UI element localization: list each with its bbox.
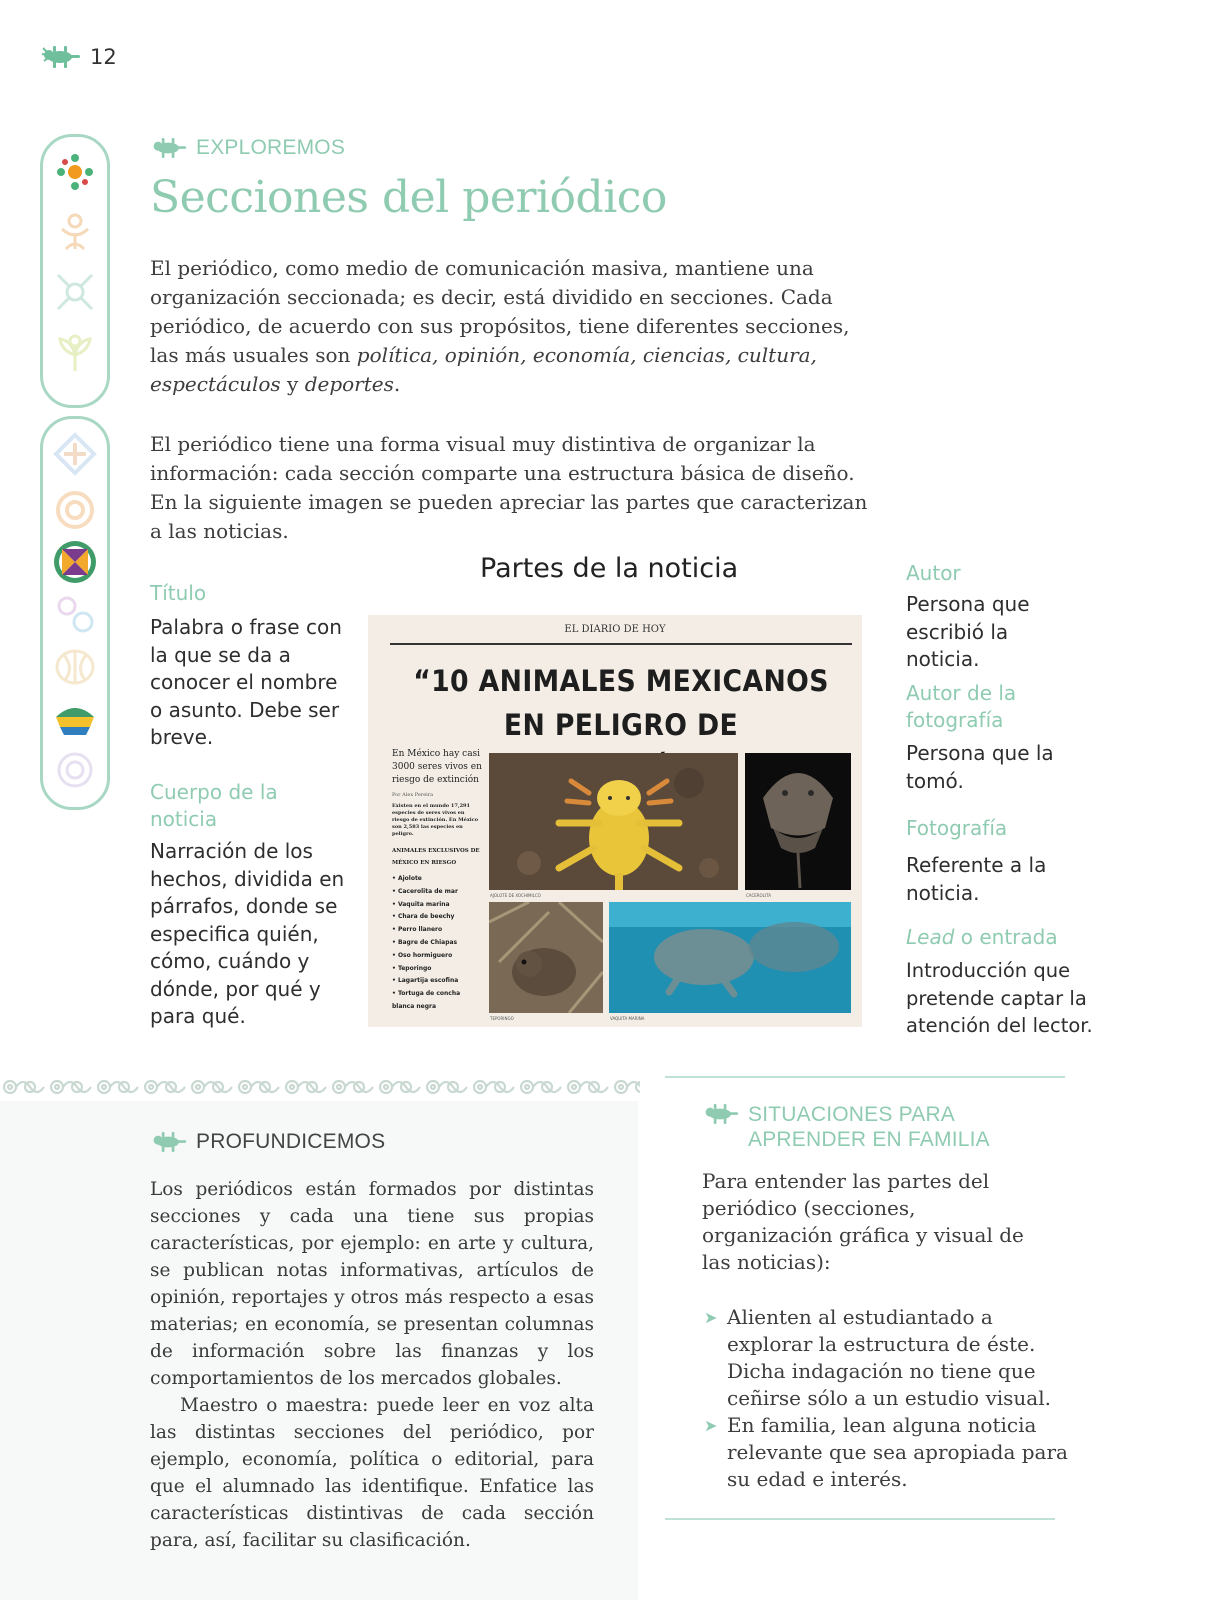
shell-icon	[52, 643, 98, 689]
newspaper-lead: En México hay casi 3000 seres vivos en riesgo de extinción	[392, 749, 482, 785]
section-label-deepen	[150, 1130, 385, 1154]
label-body-body: Narración de los hechos, dividida en párrafos, donde se especifica quién, cómo, cuándo y dónde, por qué y para qué.	[150, 839, 345, 1028]
family-activities-list	[702, 1304, 1072, 1493]
newspaper-headline: “10 ANIMALES MEXICANOS EN PELIGRO DE	[413, 664, 829, 742]
cross-icon	[52, 431, 98, 477]
text-run: .	[393, 372, 401, 396]
text-run: y	[280, 372, 305, 396]
link-icon	[52, 591, 98, 637]
label-photo-author-heading: Autor de la fotografía	[906, 681, 1017, 732]
photo-caption: AJOLOTE DE XOCHIMILCO	[490, 893, 541, 898]
label-body-heading: Cuerpo de la noticia	[150, 780, 278, 831]
newspaper-body: Existen en el mundo 17,291 especies de seres vivos en riesgo de extinción. En México son 2,583 las especies en peligro.	[392, 803, 479, 837]
manatee-photo	[609, 902, 851, 1013]
page-title: Secciones del periódico	[150, 172, 667, 223]
endangered-animal-list	[392, 873, 482, 1014]
label-author-heading: Autor	[906, 561, 961, 585]
axolotl-icon	[150, 1130, 188, 1154]
side-rail-top	[40, 134, 110, 408]
label-photo-body: Referente a la noticia.	[906, 853, 1047, 905]
deepen-paragraph: Maestro o maestra: puede leer en voz alta las distintas secciones del periódico, por ejemplo, economía, política o editorial, para que el alumnado las identifique. Enfatice las características distintivas de cada sección para, así, facilitar su clasificación.	[150, 1395, 594, 1551]
deepen-paragraph: Los periódicos están formados por distintas secciones y cada una tiene sus propias características, por ejemplo: en arte y cultura, se publican notas informativas, artículos de opinión, reportajes y otros más respecto a esas materias; en economía, se presentan columnas de información sobre las finanzas y los comportamientos de los mercados globales.	[150, 1179, 594, 1389]
italic-sections: política, opinión, economía, ciencias, cultura, espectáculos	[150, 343, 817, 396]
list-item: • Teporingo	[392, 963, 482, 976]
section-label-text: PROFUNDICEMOS	[196, 1130, 386, 1153]
list-item-text: Alienten al estudiantado a explorar la estructura de éste. Dicha indagación no tiene que ceñirse sólo a un estudio visual.	[727, 1305, 1051, 1410]
newspaper-illustration	[368, 615, 862, 1027]
rabbit-photo	[489, 902, 603, 1013]
photo-caption: VAQUITA MARINA	[610, 1016, 645, 1021]
axolotl-icon	[702, 1102, 740, 1126]
visual-organization-paragraph: El periódico tiene una forma visual muy distintiva de organizar la información: cada sección comparte una estructura básica de diseño. En la siguiente imagen se pueden apreciar las partes que caracterizan a las noticias.	[150, 432, 868, 543]
photo-caption: TEPORINGO	[490, 1016, 514, 1021]
photo-caption: CACEROLITA	[746, 893, 771, 898]
section-label-text: SITUACIONES PARA APRENDER EN FAMILIA	[748, 1103, 990, 1151]
masthead-rule	[390, 643, 852, 645]
axolotl-icon	[40, 44, 82, 70]
list-item: • Tortuga de concha blanca negra	[392, 988, 482, 1014]
label-title-body: Palabra o frase con la que se da a conocer el nombre o asunto. Debe ser breve.	[150, 615, 342, 749]
page-number	[40, 44, 117, 70]
diagram-title: Partes de la noticia	[480, 553, 739, 584]
newspaper-masthead: EL DIARIO DE HOY	[564, 624, 666, 635]
deepen-text	[150, 1176, 594, 1554]
list-item	[702, 1412, 1072, 1493]
lead-italic: Lead	[906, 925, 955, 949]
newspaper-byline: Por Alex Pereira	[392, 792, 434, 798]
divider	[665, 1518, 1055, 1520]
arrow-bullet-icon: ➤	[704, 1308, 718, 1327]
label-title-heading: Título	[150, 581, 207, 605]
horseshoe-crab-photo	[745, 753, 851, 890]
family-intro: Para entender las partes del periódico (secciones, organización gráfica y visual de las noticias):	[702, 1169, 1024, 1274]
label-lead-heading	[906, 924, 1058, 951]
spiral-icon	[52, 487, 98, 533]
label-lead-body: Introducción que pretende captar la atención del lector.	[906, 959, 1093, 1037]
section-label-explore	[150, 136, 345, 160]
dancer-icon	[52, 209, 98, 255]
list-item: • Ajolote	[392, 873, 482, 886]
section-label-text: EXPLOREMOS	[196, 136, 346, 159]
list-item: • Cacerolita de mar	[392, 886, 482, 899]
intro-paragraph	[150, 254, 870, 399]
list-item-text: En familia, lean alguna noticia relevante que sea apropiada para su edad e interés.	[727, 1413, 1068, 1491]
circle-icon	[52, 747, 98, 793]
side-rail-bottom	[40, 416, 110, 810]
lead-rest: o entrada	[954, 925, 1058, 949]
axolotl-icon	[150, 136, 188, 160]
list-item	[702, 1304, 1072, 1412]
axolotl-photo	[489, 753, 738, 890]
text-run: El periódico, como medio de comunicación masiva, mantiene una organización seccionada; es decir, está dividido en secciones. Cada periódico, de acuerdo con sus propósitos, tiene diferentes secciones, las más usuales son	[150, 256, 850, 367]
divider	[665, 1076, 1065, 1078]
newspaper-list-title: ANIMALES EXCLUSIVOS DE MÉXICO EN RIESGO	[392, 848, 480, 866]
list-item: • Perro llanero	[392, 924, 482, 937]
list-item: • Lagartija escofina	[392, 975, 482, 988]
arrow-bullet-icon: ➤	[704, 1416, 718, 1435]
list-item: • Bagre de Chiapas	[392, 937, 482, 950]
page-number-text: 12	[90, 45, 117, 69]
list-item: • Vaquita marina	[392, 899, 482, 912]
label-author-body: Persona que escribió la noticia.	[906, 592, 1030, 671]
star-icon	[52, 539, 98, 585]
italic-sections: deportes	[304, 372, 394, 396]
plant-icon	[52, 329, 98, 375]
section-label-family	[702, 1102, 1002, 1152]
list-item: • Chara de beechy	[392, 911, 482, 924]
label-photo-author-body: Persona que la tomó.	[906, 741, 1054, 793]
list-item: • Oso hormiguero	[392, 950, 482, 963]
label-photo-heading: Fotografía	[906, 816, 1008, 840]
globe-icon	[52, 695, 98, 741]
decorative-border	[0, 1073, 640, 1101]
flower-icon	[52, 149, 98, 195]
figure-icon	[52, 269, 98, 315]
